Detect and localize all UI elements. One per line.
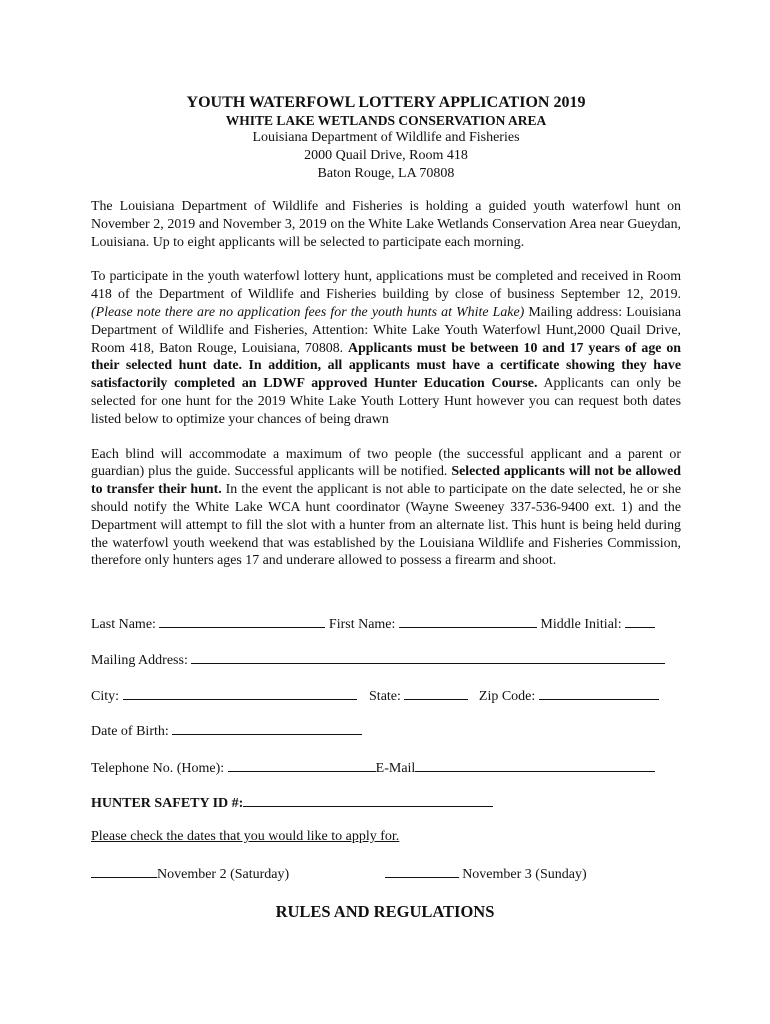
name-row <box>91 614 655 634</box>
page-title: YOUTH WATERFOWL LOTTERY APPLICATION 2019 <box>186 94 586 111</box>
email-field[interactable] <box>415 758 655 772</box>
zip-field[interactable] <box>539 686 659 700</box>
middle-initial-label: Middle Initial: <box>540 617 622 632</box>
telephone-row <box>91 758 655 778</box>
first-name-label: First Name: <box>328 617 396 632</box>
application-page <box>91 94 681 570</box>
header <box>91 94 681 183</box>
dob-row <box>91 721 362 741</box>
mailing-address-field[interactable] <box>191 650 665 664</box>
nov2-checkbox[interactable] <box>91 864 157 878</box>
zip-label: Zip Code: <box>478 689 536 704</box>
hunter-safety-field[interactable] <box>243 793 493 807</box>
telephone-field[interactable] <box>228 758 376 772</box>
participation-text-b: Mailing address: Louisiana Department of Wildlife and Fisheries, Attention: White Lake Youth Waterfowl Hunt,2000 Quail Drive, Room 418, Baton Rouge, Louisiana, 70808. <box>91 304 681 356</box>
blind-text-a: Each blind will accommodate a maximum of two people (the successful applicant and a parent or guardian) plus the guide. Successful applicants will be notified. <box>91 446 681 480</box>
rules-heading: RULES AND REGULATIONS <box>275 902 495 921</box>
dob-field[interactable] <box>172 721 362 735</box>
city-field[interactable] <box>123 686 357 700</box>
nov3-label: November 3 (Sunday) <box>462 867 587 882</box>
city-label: City: <box>91 689 120 704</box>
no-transfer-notice: Selected applicants will not be allowed to transfer their hunt. <box>91 464 681 498</box>
last-name-label: Last Name: <box>91 617 156 632</box>
blind-text-b: In the event the applicant is not able to participate on the date selected, he or she should notify the White Lake WCA hunt coordinator (Wayne Sweeney 337-536-9400 ext. 1) and the Department will attempt to fill the slot with a hunter from an alternate list. This hunt is being held during the waterfowl youth weekend that was established by the Louisiana Wildlife and Fisheries Commission, therefore only hunters ages 17 and underare allowed to possess a firearm and shoot. <box>91 482 681 569</box>
eligibility-requirement: Applicants must be between 10 and 17 years of age on their selected hunt date. In addition, all applicants must have a certificate showing they have satisfactorily completed an LDWF approved Hunter Education Course. <box>91 340 681 392</box>
state-field[interactable] <box>404 686 468 700</box>
nov2-label: November 2 (Saturday) <box>157 867 290 882</box>
department-name: Louisiana Department of Wildlife and Fisheries <box>252 130 520 145</box>
participation-text-c: Applicants can only be selected for one hunt for the 2019 White Lake Youth Lottery Hunt however you can request both dates listed below to optimize your chances of being drawn <box>91 376 682 427</box>
email-label: E-Mail <box>375 761 416 776</box>
hunter-safety-row <box>91 793 493 813</box>
participation-text-a: To participate in the youth waterfowl lottery hunt, applications must be completed and received in Room 418 of the Department of Wildlife and Fisheries building by close of business September 12, 2019. <box>91 269 681 303</box>
nov3-checkbox[interactable] <box>385 864 459 878</box>
blind-paragraph <box>91 446 681 571</box>
first-name-field[interactable] <box>399 614 537 628</box>
no-fee-note: (Please note there are no application fees for the youth hunts at White Lake) <box>91 304 525 320</box>
street-address: 2000 Quail Drive, Room 418 <box>304 148 468 163</box>
mailing-address-label: Mailing Address: <box>91 653 188 668</box>
check-dates-instruction: Please check the dates that you would like to apply for. <box>91 829 400 844</box>
telephone-label: Telephone No. (Home): <box>91 761 225 776</box>
last-name-field[interactable] <box>159 614 325 628</box>
dob-label: Date of Birth: <box>91 724 169 739</box>
city-address: Baton Rouge, LA 70808 <box>317 166 455 181</box>
intro-paragraph: The Louisiana Department of Wildlife and Fisheries is holding a guided youth waterfowl hunt on November 2, 2019 and November 3, 2019 on the White Lake Wetlands Conservation Area near Gueydan, Louisiana. Up to eight applicants will be selected to participate each morning. <box>91 199 681 250</box>
state-label: State: <box>369 689 401 704</box>
city-row <box>91 686 659 706</box>
middle-initial-field[interactable] <box>625 614 655 628</box>
hunter-safety-label: HUNTER SAFETY ID #: <box>91 796 244 811</box>
mailing-address-row <box>91 650 665 670</box>
dates-row <box>91 864 587 884</box>
area-name: WHITE LAKE WETLANDS CONSERVATION AREA <box>225 113 547 128</box>
participation-paragraph <box>91 268 681 428</box>
